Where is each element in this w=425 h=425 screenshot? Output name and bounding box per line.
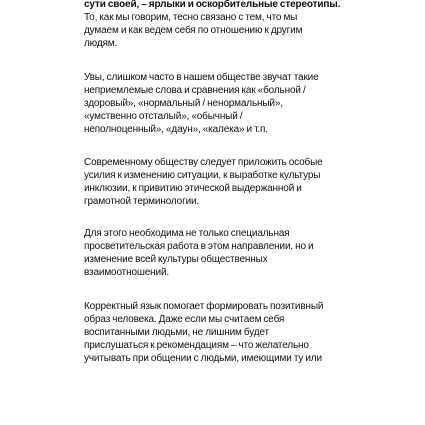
- text-line: людям.: [84, 38, 118, 49]
- paragraph-modern-society: [84, 156, 342, 208]
- text-line: Для этого необходима не только специальная: [84, 228, 290, 239]
- paragraph-correct-language: [84, 300, 342, 365]
- text-line: Увы, слишком часто в нашем обществе звучат такие: [84, 72, 319, 83]
- text-line: думаем и как ведем себя по отношению к другим: [84, 25, 303, 36]
- text-line: воспитанными людьми, не лишним будет: [84, 327, 269, 338]
- text-line: неприемлемые слова и сравнения как «больной /: [84, 85, 306, 96]
- text-line: здоровый», «нормальный / ненормальный»,: [84, 98, 283, 109]
- text-line: учитывать при общении с людьми, имеющими ту или: [84, 353, 322, 364]
- paragraph-education-work: [84, 227, 342, 279]
- text-line: усилия к изменению ситуации, к выработке культуры: [84, 170, 321, 181]
- text-line: Современному обществу следует приложить особые: [84, 157, 323, 168]
- text-line: прислушаться к рекомендациям – что желательно: [84, 340, 309, 351]
- text-line: неполноценный», «даун», «калека» и т.п.: [84, 124, 268, 135]
- text-line: То, как мы говорим, тесно связано с тем, что мы: [84, 12, 298, 23]
- text-line: «умственно отсталый», «обычный /: [84, 111, 243, 122]
- paragraph-stereotypes: [84, 0, 342, 50]
- text-line: изменение всей культуры общественных: [84, 254, 268, 265]
- text-line: сути своей, – ярлыки и оскорбительные стереотипы.: [84, 0, 341, 10]
- paragraph-unacceptable-words: [84, 71, 342, 136]
- text-line: просветительская работа в этом направлении, но и: [84, 241, 314, 252]
- text-line: взаимоотношений.: [84, 267, 170, 278]
- text-line: Корректный язык помогает формировать позитивный: [84, 301, 324, 312]
- text-line: образ человека. Даже если мы считаем себя: [84, 314, 285, 325]
- text-line: инклюзии, к привитию этической выдержанной и: [84, 183, 302, 194]
- text-line: грамотной терминологии.: [84, 196, 200, 207]
